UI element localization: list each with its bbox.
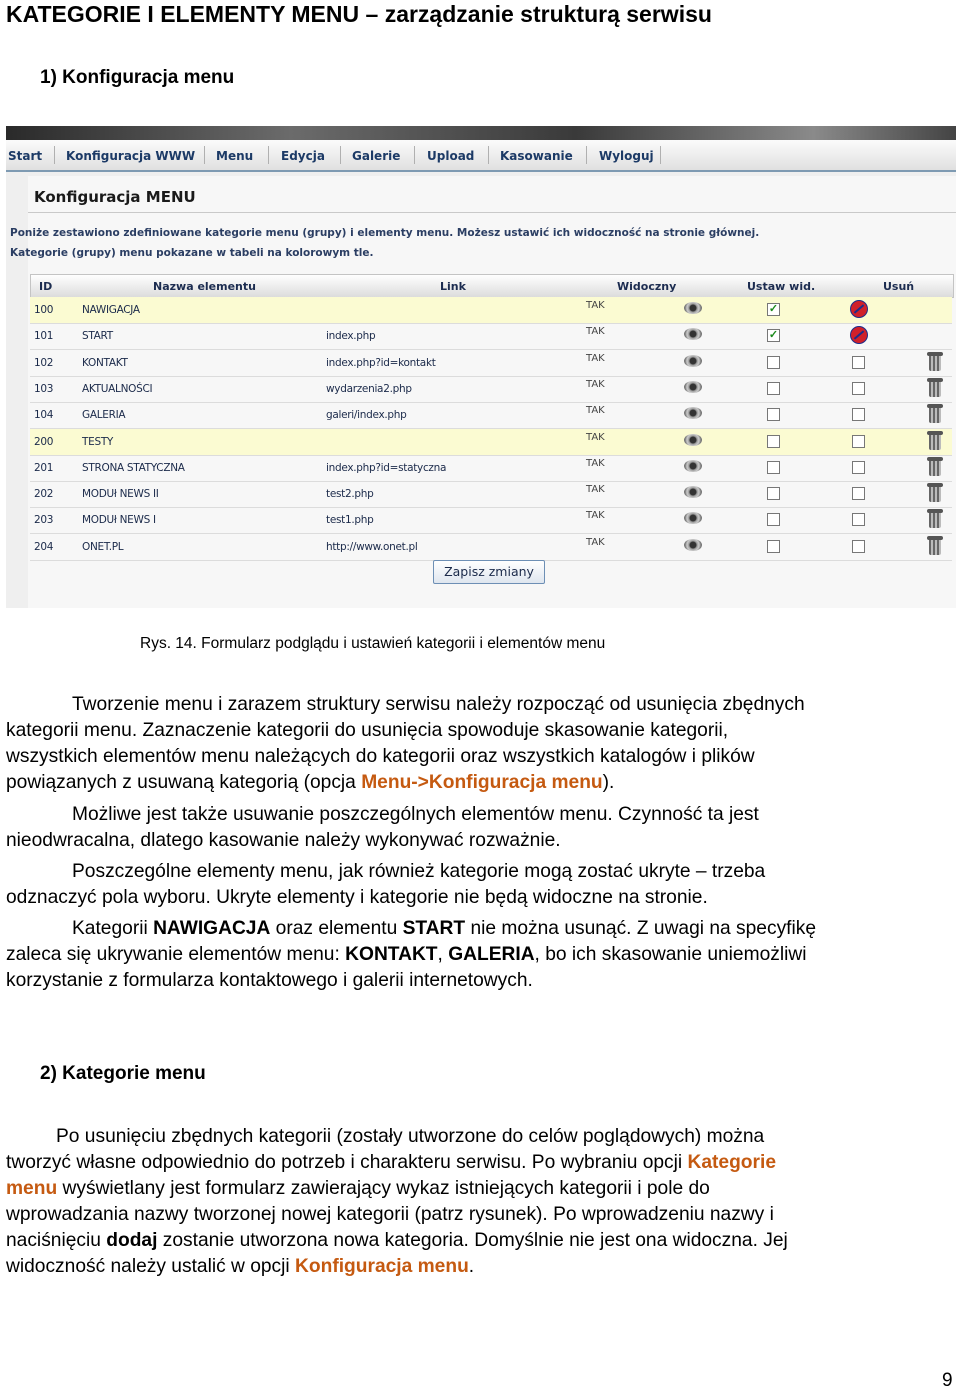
section-heading-2: 2) Kategorie menu [40,1063,206,1084]
row-id: 103 [34,382,54,395]
top-navigation [6,140,956,172]
panel-title: Konfiguracja MENU [34,188,196,206]
nav-item-edycja[interactable]: Edycja [281,149,325,163]
row-visible-status: TAK [586,352,605,364]
nav-item-wyloguj[interactable]: Wyloguj [599,149,654,163]
row-visible-status: TAK [586,510,605,522]
visibility-checkbox[interactable]: ✓ [768,303,779,315]
nav-item-galerie[interactable]: Galerie [352,149,401,163]
text-run: zaleca się ukrywanie elementów menu: [6,944,346,965]
eye-icon [684,407,702,419]
row-visible-status: TAK [586,300,605,311]
text-run: , bo ich skasowanie uniemożliwi [534,944,807,965]
nav-divider [414,146,415,164]
table-row [30,534,952,561]
table-header [30,274,954,298]
row-id: 202 [34,488,54,501]
nav-divider [586,146,587,164]
visibility-checkbox[interactable] [767,408,780,421]
nav-divider [268,146,269,164]
nav-item-upload[interactable]: Upload [427,149,475,163]
trash-icon[interactable] [927,509,943,529]
row-name: AKTUALNOŚCI [82,382,153,395]
eye-icon [684,381,702,393]
row-name: GALERIA [82,409,126,422]
row-link: wydarzenia2.php [326,382,412,395]
paragraph-line: nieodwracalna, dlatego kasowanie należy wykonywać rozważnie. [6,830,561,851]
bold-term: START [402,918,466,939]
paragraph-line: wprowadzania nazwy tworzonej nowej kategorii (patrz rysunek). Po wprowadzeniu nazwy i [6,1204,774,1225]
eye-icon [684,486,702,498]
menu-config-screenshot [6,126,956,608]
text-run: tworzyć własne odpowiednio do potrzeb i charakteru serwisu. Po wybraniu opcji [6,1152,688,1173]
nav-divider [660,146,661,164]
row-visible-status: TAK [586,536,605,548]
row-name: MODUł NEWS II [82,488,159,501]
paragraph-line: Tworzenie menu i zarazem struktury serwisu należy rozpocząć od usunięcia zbędnych [72,694,805,715]
trash-icon[interactable] [927,457,943,477]
row-visible-status: TAK [586,431,605,443]
text-run: wyświetlany jest formularz zawierający wykaz istniejących kategorii i pole do [57,1178,710,1199]
figure-caption: Rys. 14. Formularz podglądu i ustawień kategorii i elementów menu [140,635,606,652]
text-run: Kategorii [72,918,154,939]
row-name: TESTY [82,435,114,448]
visibility-checkbox[interactable] [767,382,780,395]
nav-item-start[interactable]: Start [8,149,43,163]
visibility-checkbox[interactable] [767,513,780,526]
highlighted-option: Kategorie [687,1152,776,1173]
row-link: test1.php [326,514,374,527]
eye-icon [684,355,702,367]
visibility-checkbox[interactable] [767,487,780,500]
trash-icon[interactable] [927,431,943,451]
paragraph-line [6,770,614,796]
delete-checkbox[interactable] [852,435,865,448]
bold-term: GALERIA [448,944,535,965]
bold-term: KONTAKT [345,944,438,965]
paragraph-line: wszystkich elementów menu należących do kategorii oraz wszystkich katalogów i plików [6,746,755,767]
column-header-set-visibility: Ustaw wid. [747,280,816,293]
highlighted-option: menu [6,1178,58,1199]
visibility-checkbox[interactable] [767,540,780,553]
row-id: 104 [34,409,54,422]
row-name: STRONA STATYCZNA [82,461,185,474]
row-visible-status: TAK [586,378,605,390]
eye-icon [684,539,702,551]
table-row [30,376,952,403]
row-link: test2.php [326,488,374,501]
trash-icon[interactable] [927,483,943,503]
delete-checkbox[interactable] [852,461,865,474]
column-header-visible: Widoczny [617,280,677,293]
row-visible-status: TAK [586,405,605,417]
highlighted-option: Menu->Konfiguracja menu [361,772,603,793]
row-id: 200 [34,435,54,448]
row-id: 204 [34,540,54,553]
text-run: naciśnięciu [6,1230,107,1251]
bold-term: dodaj [106,1230,158,1251]
eye-icon [684,302,702,314]
text-run: nie można usunąć. Z uwagi na specyfikę [465,918,817,939]
paragraph-line [6,1150,776,1176]
table-row [30,507,952,534]
table-row [30,402,952,429]
paragraph-line: korzystanie z formularza kontaktowego i galerii internetowych. [6,970,533,991]
eye-icon [684,434,702,446]
visibility-checkbox[interactable] [767,435,780,448]
text-run: powiązanych z usuwaną kategorią (opcja [6,772,362,793]
eye-icon [684,460,702,472]
column-header-delete: Usuń [883,280,915,293]
visibility-checkbox[interactable]: ✓ [768,329,779,342]
row-id: 101 [34,330,54,343]
nav-divider [340,146,341,164]
delete-checkbox[interactable] [852,408,865,421]
nav-item-kasowanie[interactable]: Kasowanie [500,149,573,163]
row-id: 201 [34,461,54,474]
nav-divider [54,146,55,164]
column-header-name: Nazwa elementu [153,280,256,293]
info-text-1: Poniże zestawiono zdefiniowane kategorie menu (grupy) i elementy menu. Możesz ustawić ich widoczność na stronie głównej. [10,227,760,239]
table-row [30,323,952,350]
paragraph-line [6,1228,788,1254]
paragraph-line: Po usunięciu zbędnych kategorii (zostały utworzone do celów poglądowych) można [56,1126,765,1147]
info-text-2: Kategorie (grupy) menu pokazane w tabeli na kolorowym tle. [10,247,374,259]
row-link: index.php [326,330,376,343]
row-id: 102 [34,356,54,369]
text-run: oraz elementu [270,918,403,939]
row-name: ONET.PL [82,540,124,553]
text-run: . [468,1256,475,1277]
section-heading-1: 1) Konfiguracja menu [40,67,235,88]
paragraph-line: odznaczyć pola wyboru. Ukryte elementy i kategorie nie będą widoczne na stronie. [6,887,708,908]
delete-checkbox[interactable] [852,382,865,395]
eye-icon [684,328,702,340]
paragraph-line: Poszczególne elementy menu, jak również kategorie mogą zostać ukryte – trzeba [72,861,766,882]
trash-icon[interactable] [927,536,943,556]
row-link: index.php?id=statyczna [326,461,447,474]
row-id: 100 [34,304,54,316]
table-row [30,481,952,508]
panel-divider [28,212,956,213]
paragraph-line [72,916,816,942]
nav-divider [204,146,205,164]
paragraph-line [6,942,807,968]
table-row [30,429,952,456]
text-run: , [437,944,449,965]
row-name: START [82,330,113,343]
visibility-checkbox[interactable] [767,356,780,369]
nav-item-menu[interactable]: Menu [216,149,254,163]
table-row [30,350,952,377]
row-name: MODUł NEWS I [82,514,156,527]
text-run: widoczność należy ustalić w opcji [6,1256,296,1277]
table-row [30,297,952,324]
text-run: zostanie utworzona nowa kategoria. Domyślnie nie jest ona widoczna. Jej [157,1230,788,1251]
trash-icon[interactable] [927,378,943,398]
delete-checkbox[interactable] [852,513,865,526]
delete-checkbox[interactable] [852,487,865,500]
row-visible-status: TAK [586,484,605,496]
row-visible-status: TAK [586,326,605,338]
column-header-link: Link [440,280,466,293]
bold-term: NAWIGACJA [153,918,271,939]
paragraph-line [6,1176,710,1202]
paragraph-line: kategorii menu. Zaznaczenie kategorii do usunięcia spowoduje skasowanie kategorii, [6,720,729,741]
row-id: 203 [34,514,54,527]
save-changes-button[interactable]: Zapisz zmiany [433,560,545,584]
row-link: index.php?id=kontakt [326,356,436,369]
row-name: NAWIGACJA [82,304,140,316]
row-link: galeri/index.php [326,409,407,422]
paragraph-line: Możliwe jest także usuwanie poszczególnych elementów menu. Czynność ta jest [72,804,759,825]
delete-checkbox[interactable] [852,356,865,369]
nav-divider [488,146,489,164]
eye-icon [684,512,702,524]
column-header-id: ID [39,280,53,293]
document-title: KATEGORIE I ELEMENTY MENU – zarządzanie strukturą serwisu [6,1,712,27]
browser-top-strip [6,126,956,140]
row-link: http://www.onet.pl [326,540,418,553]
trash-icon[interactable] [927,404,943,424]
row-name: KONTAKT [82,356,128,369]
page-number: 9 [942,1370,953,1391]
text-run: ). [602,772,615,793]
no-entry-icon [850,300,868,318]
nav-item-konfiguracja-www[interactable]: Konfiguracja WWW [66,149,196,163]
delete-checkbox[interactable] [852,540,865,553]
visibility-checkbox[interactable] [767,461,780,474]
highlighted-option: Konfiguracja menu [295,1256,469,1277]
no-entry-icon [850,326,868,344]
paragraph-line [6,1254,474,1280]
table-row [30,455,952,482]
row-visible-status: TAK [586,457,605,469]
trash-icon[interactable] [927,352,943,372]
